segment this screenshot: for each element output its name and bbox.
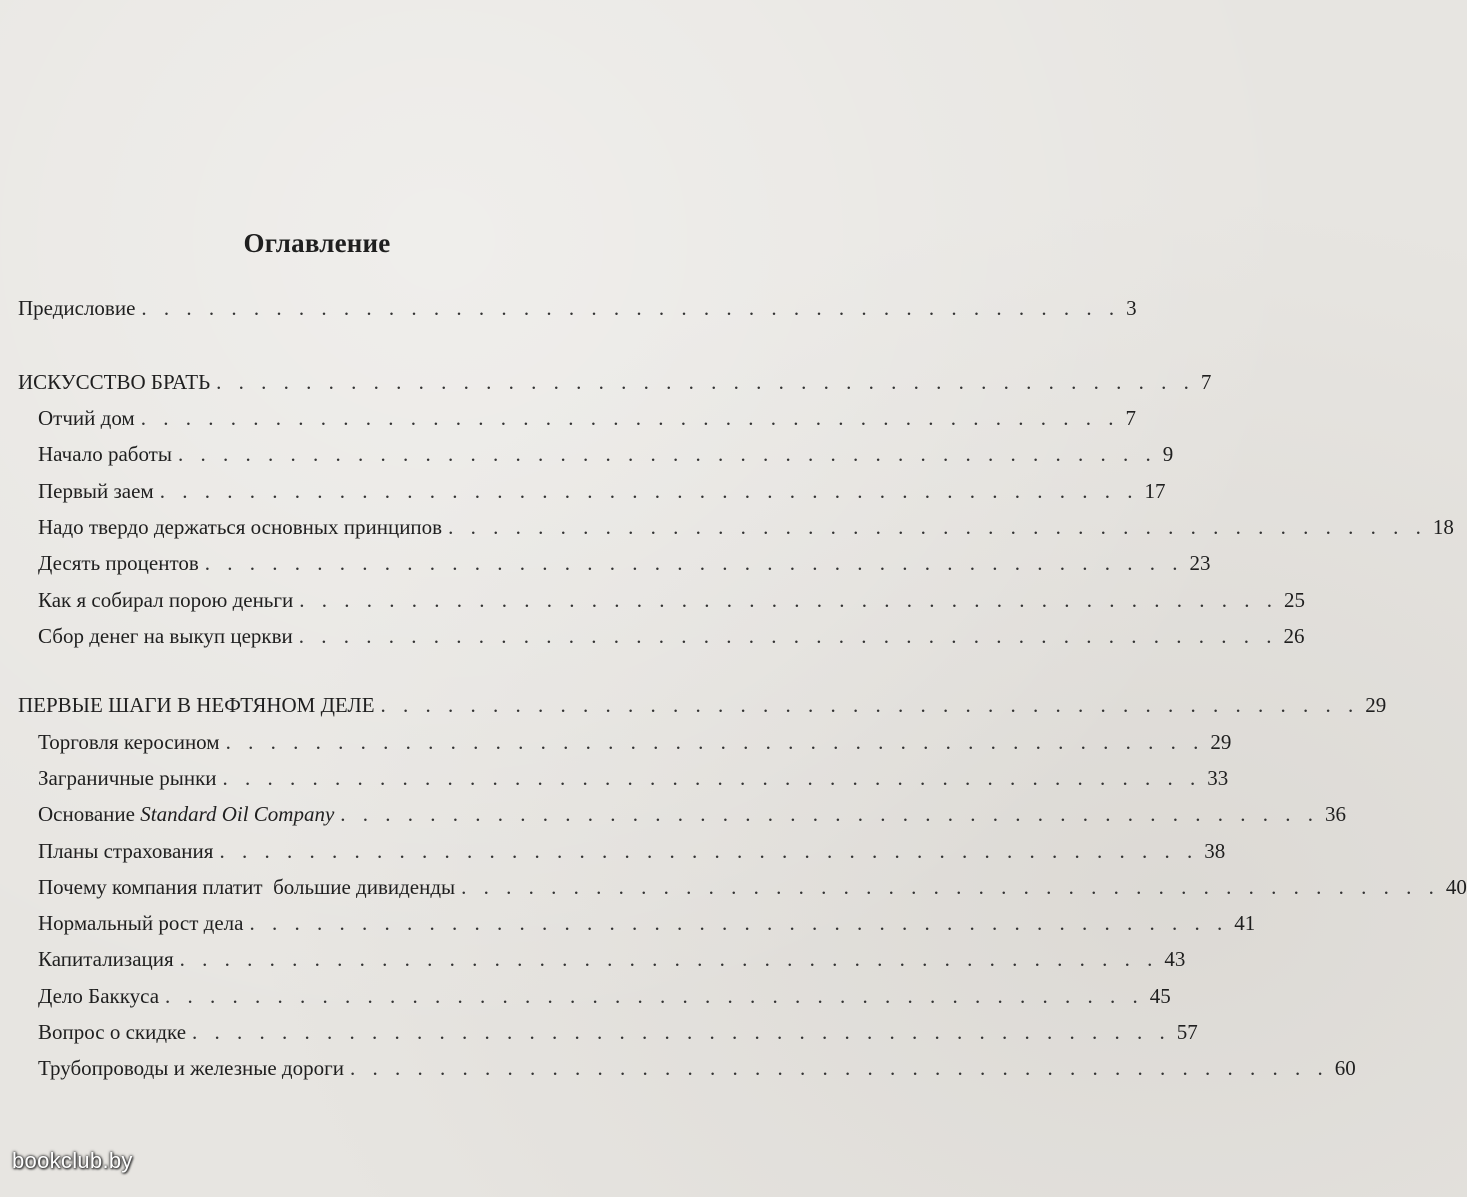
- toc-page-number: 23: [1189, 551, 1211, 575]
- dot-leader: . . . . . . . . . . . . . . . . . . . . . . . . . . . . . . . . . . . . . . . . . . . .: [249, 911, 1229, 935]
- dot-leader: . . . . . . . . . . . . . . . . . . . . . . . . . . . . . . . . . . . . . . . . . . . .: [299, 588, 1278, 612]
- dot-leader: . . . . . . . . . . . . . . . . . . . . . . . . . . . . . . . . . . . . . . . . . . . .: [349, 1056, 1329, 1080]
- toc-entry: [38, 1053, 1356, 1083]
- toc-entry: [38, 981, 1171, 1011]
- toc-entry-label: Почему компания платит большие дивиденды: [38, 875, 456, 899]
- toc-entry: [38, 439, 1174, 469]
- dot-leader: . . . . . . . . . . . . . . . . . . . . . . . . . . . . . . . . . . . . . . . . . . . .: [216, 370, 1195, 394]
- dot-leader: . . . . . . . . . . . . . . . . . . . . . . . . . . . . . . . . . . . . . . . . . . . .: [225, 730, 1205, 754]
- toc-entry-label: Отчий дом: [38, 406, 135, 430]
- page-title: Оглавление: [243, 228, 391, 258]
- toc-entry-label: [38, 799, 334, 829]
- toc-page-number: 7: [1200, 370, 1212, 394]
- toc-entry: [38, 836, 1226, 866]
- dot-leader: . . . . . . . . . . . . . . . . . . . . . . . . . . . . . . . . . . . . . . . . . . . .: [380, 693, 1360, 717]
- dot-leader: . . . . . . . . . . . . . . . . . . . . . . . . . . . . . . . . . . . . . . . . . . . .: [461, 875, 1440, 899]
- dot-leader: . . . . . . . . . . . . . . . . . . . . . . . . . . . . . . . . . . . . . . . . . . . .: [140, 406, 1120, 430]
- toc-entry-label: Десять процентов: [38, 551, 199, 575]
- dot-leader: . . . . . . . . . . . . . . . . . . . . . . . . . . . . . . . . . . . . . . . . . . . .: [179, 947, 1159, 971]
- toc-section-label: ИСКУССТВО БРАТЬ: [18, 370, 211, 394]
- toc-entry-label: Сбор денег на выкуп церкви: [38, 624, 293, 648]
- toc-entry: [38, 403, 1136, 433]
- toc-entry-label: Торговля керосином: [38, 730, 220, 754]
- toc-entry-label: Заграничные рынки: [38, 766, 217, 790]
- toc-page-number: 26: [1283, 624, 1305, 648]
- toc-page-number: 17: [1144, 479, 1166, 503]
- dot-leader: . . . . . . . . . . . . . . . . . . . . . . . . . . . . . . . . . . . . . . . . . . . .: [177, 442, 1157, 466]
- toc-entry: [38, 799, 1347, 829]
- toc-page-number: 18: [1432, 515, 1454, 539]
- toc-page-number: 41: [1234, 911, 1256, 935]
- dot-leader: . . . . . . . . . . . . . . . . . . . . . . . . . . . . . . . . . . . . . . . . . . . .: [159, 479, 1139, 503]
- toc-entry-label: Планы страхования: [38, 839, 214, 863]
- toc-page-number: 57: [1176, 1020, 1198, 1044]
- toc-page-number: 29: [1210, 730, 1232, 754]
- toc-page-number: 60: [1334, 1056, 1356, 1080]
- toc-entry-label: Надо твердо держаться основных принципов: [38, 515, 443, 539]
- toc-page-number: 3: [1126, 296, 1137, 320]
- toc-entry-label: Вопрос о скидке: [38, 1020, 187, 1044]
- dot-leader: . . . . . . . . . . . . . . . . . . . . . . . . . . . . . . . . . . . . . . . . . . . .: [340, 802, 1320, 826]
- toc-page-number: 43: [1164, 947, 1186, 971]
- toc-entry: [38, 763, 1229, 793]
- toc-entry: [38, 944, 1186, 974]
- toc-entry-label: Предисловие: [18, 296, 136, 320]
- toc-page-number: 29: [1365, 693, 1387, 717]
- toc-page-number: 36: [1325, 802, 1347, 826]
- toc-entry-label: Капитализация: [38, 947, 174, 971]
- toc-entry: [38, 872, 1467, 902]
- company-name-italic: Standard Oil Company: [140, 802, 335, 826]
- toc-section-2: [18, 690, 1387, 720]
- toc-entry: [38, 621, 1305, 651]
- dot-leader: . . . . . . . . . . . . . . . . . . . . . . . . . . . . . . . . . . . . . . . . . . . .: [204, 551, 1184, 575]
- toc-entry: [38, 1017, 1198, 1047]
- toc-entry: [38, 908, 1256, 938]
- toc-entry-label: Первый заем: [38, 479, 154, 503]
- dot-leader: . . . . . . . . . . . . . . . . . . . . . . . . . . . . . . . . . . . . . . . . . . . .: [298, 624, 1278, 648]
- toc-entry-label: Трубопроводы и железные дороги: [38, 1056, 344, 1080]
- watermark: bookclub.by: [12, 1148, 133, 1173]
- toc-page-number: 33: [1207, 766, 1229, 790]
- toc-section-label: ПЕРВЫЕ ШАГИ В НЕФТЯНОМ ДЕЛЕ: [18, 693, 375, 717]
- toc-page-number: 9: [1162, 442, 1174, 466]
- dot-leader: . . . . . . . . . . . . . . . . . . . . . . . . . . . . . . . . . . . . . . . . . . . .: [448, 515, 1427, 539]
- toc-page-number: 38: [1204, 839, 1226, 863]
- toc-entry: [38, 476, 1166, 506]
- toc-entry-label: Начало работы: [38, 442, 172, 466]
- dot-leader: . . . . . . . . . . . . . . . . . . . . . . . . . . . . . . . . . . . . . . . . . . . .: [192, 1020, 1171, 1044]
- toc-page-number: 25: [1284, 588, 1305, 612]
- toc-page-number: 45: [1149, 984, 1171, 1008]
- dot-leader: . . . . . . . . . . . . . . . . . . . . . . . . . . . . . . . . . . . . . . . . . . . .: [219, 839, 1199, 863]
- toc-page-number: 40: [1445, 875, 1467, 899]
- dot-leader: . . . . . . . . . . . . . . . . . . . . . . . . . . . . . . . . . . . . . . . . . . . .: [165, 984, 1144, 1008]
- toc-entry-preface: [18, 293, 1137, 323]
- toc-entry-label-prefix: Основание: [38, 802, 141, 826]
- toc-entry: [38, 727, 1232, 757]
- toc-page-number: 7: [1125, 406, 1136, 430]
- toc-entry: [38, 512, 1454, 542]
- toc-entry-label: Нормальный рост дела: [38, 911, 244, 935]
- dot-leader: . . . . . . . . . . . . . . . . . . . . . . . . . . . . . . . . . . . . . . . . . . . .: [222, 766, 1202, 790]
- toc-section-1: [18, 367, 1212, 397]
- toc-entry: [38, 585, 1305, 615]
- toc-entry: [38, 548, 1211, 578]
- toc-entry-label: Дело Баккуса: [38, 984, 160, 1008]
- dot-leader: . . . . . . . . . . . . . . . . . . . . . . . . . . . . . . . . . . . . . . . . . . . .: [141, 296, 1121, 320]
- toc-entry-label: Как я собирал порою деньги: [38, 588, 294, 612]
